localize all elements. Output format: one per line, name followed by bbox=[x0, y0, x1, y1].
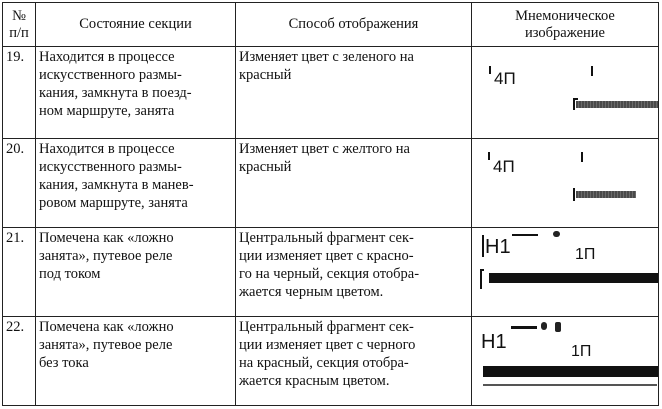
table-row bbox=[3, 139, 659, 228]
signal-label: Н1 bbox=[485, 236, 511, 258]
track-tick bbox=[591, 66, 593, 76]
row-state: Помечена как «ложно занята», путевое реле без тока bbox=[36, 317, 236, 406]
switch-mark bbox=[555, 322, 561, 332]
row-num: 21. bbox=[3, 228, 36, 317]
mnemonic-diagram bbox=[475, 48, 655, 137]
row-num: 20. bbox=[3, 139, 36, 228]
row-num: 19. bbox=[3, 47, 36, 139]
header-num: № п/п bbox=[3, 3, 36, 47]
row-mnemonic-image bbox=[472, 228, 659, 317]
signal-label: Н1 bbox=[481, 331, 507, 353]
track-underline bbox=[483, 384, 657, 386]
mnemonic-diagram bbox=[475, 140, 655, 226]
switch-mark bbox=[553, 231, 560, 237]
track-section-bar bbox=[576, 191, 636, 198]
row-state: Находится в процессе искусственного размы- кания, замкнута в поезд- ном маршруте, занята bbox=[36, 47, 236, 139]
row-mnemonic-image bbox=[472, 317, 659, 406]
row-mnemonic-image bbox=[472, 139, 659, 228]
section-label: 4П bbox=[494, 69, 516, 88]
header-method: Способ отображения bbox=[236, 3, 472, 47]
row-num: 22. bbox=[3, 317, 36, 406]
track-section-bar bbox=[489, 273, 659, 283]
row-method: Центральный фрагмент сек- ции изменяет цвет с красно- го на черный, секция отобра- жается черным цветом. bbox=[236, 228, 472, 317]
section-label: 4П bbox=[493, 157, 515, 176]
section-label: 1П bbox=[571, 343, 592, 360]
track-dash bbox=[512, 234, 538, 236]
row-state: Находится в процессе искусственного размы- кания, замкнута в манев- ровом маршруте, занята bbox=[36, 139, 236, 228]
table-row bbox=[3, 228, 659, 317]
row-method: Изменяет цвет с желтого на красный bbox=[236, 139, 472, 228]
signal-post bbox=[482, 235, 484, 257]
track-section-bar bbox=[483, 366, 659, 377]
row-state: Помечена как «ложно занята», путевое реле под током bbox=[36, 228, 236, 317]
joint-cap bbox=[573, 98, 578, 100]
track-dash bbox=[511, 326, 537, 329]
joint-cap bbox=[480, 269, 484, 271]
track-tick bbox=[488, 152, 490, 160]
row-method: Изменяет цвет с зеленого на красный bbox=[236, 47, 472, 139]
track-section-bar bbox=[576, 101, 659, 108]
header-image: Мнемоническое изображение bbox=[472, 3, 659, 47]
table-row bbox=[3, 317, 659, 406]
header-state: Состояние секции bbox=[36, 3, 236, 47]
insulating-joint bbox=[573, 188, 575, 201]
mnemonic-diagram bbox=[475, 229, 655, 315]
table-header-row bbox=[3, 3, 659, 47]
table-row bbox=[3, 47, 659, 139]
mnemonic-diagram bbox=[475, 318, 655, 404]
sections-table bbox=[2, 2, 659, 406]
track-tick bbox=[489, 66, 491, 74]
insulating-joint bbox=[480, 269, 482, 289]
row-method: Центральный фрагмент сек- ции изменяет цвет с черного на красный, секция отобра- жается красным цветом. bbox=[236, 317, 472, 406]
track-tick bbox=[581, 152, 583, 162]
switch-mark bbox=[541, 322, 547, 330]
row-mnemonic-image bbox=[472, 47, 659, 139]
section-label: 1П bbox=[575, 246, 596, 263]
